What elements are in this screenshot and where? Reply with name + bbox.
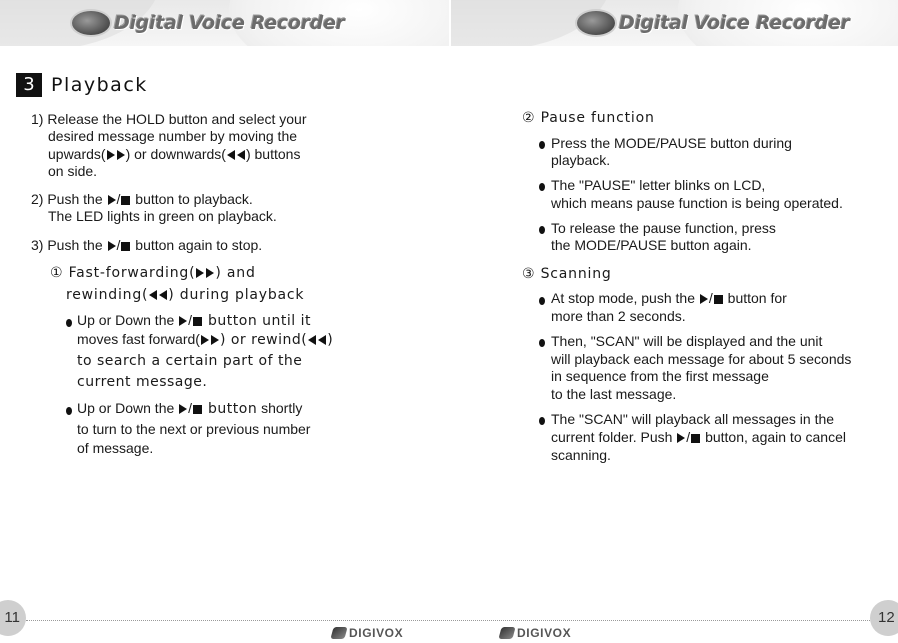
step2-line1: 2) Push the / button to playback. — [31, 191, 253, 207]
ff-b2-line3: of message. — [77, 440, 154, 456]
play-icon — [179, 316, 187, 326]
pause-b2-line1: The "PAUSE" letter blinks on LCD, — [551, 177, 766, 193]
play-icon — [179, 404, 187, 414]
scan-title: ③ Scanning — [522, 266, 612, 282]
rewind-icon — [308, 335, 316, 345]
step2-line2: The LED lights in green on playback. — [48, 208, 277, 224]
stop-icon — [193, 317, 202, 326]
stop-icon — [193, 405, 202, 414]
pause-title: ② Pause function — [522, 110, 655, 126]
brand-logo-left — [70, 8, 345, 38]
scan-b1-line1: At stop mode, push the / button for — [551, 290, 787, 306]
bullet-icon — [539, 183, 545, 191]
step1-line1: 1) Release the HOLD button and select your — [31, 111, 307, 127]
stop-icon — [714, 295, 723, 304]
ff-b1-line2: moves fast forward( ) or rewind( ) — [77, 331, 334, 348]
bullet-icon — [66, 319, 72, 327]
bullet-icon — [66, 407, 72, 415]
ff-b2-line1: Up or Down the / button shortly — [77, 400, 303, 417]
play-icon — [201, 335, 209, 345]
rewind-icon — [149, 290, 157, 300]
play-icon — [677, 433, 685, 443]
header-banner-right — [451, 0, 898, 46]
scan-b2-line2: will playback each message for about 5 seconds — [551, 351, 852, 367]
scan-b3-line1: The "SCAN" will playback all messages in the — [551, 411, 835, 427]
rewind-icon — [159, 290, 167, 300]
step3-line1: 3) Push the / button again to stop. — [31, 237, 263, 253]
rewind-icon — [227, 150, 235, 160]
play-icon — [108, 241, 116, 251]
ff-b2-line2: to turn to the next or previous number — [77, 421, 311, 437]
play-icon — [108, 195, 116, 205]
scan-b3-line2: current folder. Push / button, again to cancel — [551, 429, 846, 445]
pause-b1-line2: playback. — [551, 152, 611, 168]
scan-b2-line4: to the last message. — [551, 386, 677, 402]
scan-b2-line1: Then, "SCAN" will be displayed and the unit — [551, 333, 823, 349]
section-number-badge: 3 — [16, 73, 42, 97]
pause-b3-line2: the MODE/PAUSE button again. — [551, 237, 752, 253]
ff-b1-line4: current message. — [77, 374, 208, 390]
page-number-right: 12 — [870, 600, 898, 636]
footer-divider — [26, 620, 872, 621]
play-icon — [117, 150, 125, 160]
scan-b1-line2: more than 2 seconds. — [551, 308, 686, 324]
pause-b2-line2: which means pause function is being operated. — [551, 195, 843, 211]
recorder-emblem-icon — [70, 9, 112, 37]
play-icon — [206, 268, 214, 278]
play-icon — [196, 268, 204, 278]
rewind-icon — [237, 150, 245, 160]
digivox-logo-icon — [498, 627, 515, 639]
bullet-icon — [539, 339, 545, 347]
play-icon — [107, 150, 115, 160]
ff-title-line2: rewinding( ) during playback — [66, 287, 305, 303]
bullet-icon — [539, 417, 545, 425]
footer-logo-left: DIGIVOX — [332, 625, 403, 641]
step1-line3: upwards( ) or downwards( ) buttons — [48, 146, 301, 162]
header-banner-left — [0, 0, 449, 46]
footer-logo-right: DIGIVOX — [500, 625, 571, 641]
recorder-emblem-icon — [575, 9, 617, 37]
brand-title: Digital Voice Recorder — [619, 12, 850, 34]
step1-line4: on side. — [48, 163, 98, 179]
play-icon — [211, 335, 219, 345]
digivox-logo-icon — [330, 627, 347, 639]
page-number-left: 11 — [0, 600, 26, 636]
brand-title: Digital Voice Recorder — [114, 12, 345, 34]
stop-icon — [691, 434, 700, 443]
ff-title-line1: ① Fast-forwarding( ) and — [50, 265, 256, 281]
stop-icon — [121, 242, 130, 251]
bullet-icon — [539, 226, 545, 234]
stop-icon — [121, 196, 130, 205]
scan-b2-line3: in sequence from the first message — [551, 368, 769, 384]
section-title: Playback — [51, 74, 148, 96]
pause-b3-line1: To release the pause function, press — [551, 220, 776, 236]
ff-b1-line1: Up or Down the / button until it — [77, 312, 311, 329]
step1-line2: desired message number by moving the — [48, 128, 298, 144]
play-icon — [700, 294, 708, 304]
ff-b1-line3: to search a certain part of the — [77, 353, 303, 369]
brand-logo-right — [575, 8, 850, 38]
bullet-icon — [539, 141, 545, 149]
scan-b3-line3: scanning. — [551, 447, 611, 463]
bullet-icon — [539, 297, 545, 305]
pause-b1-line1: Press the MODE/PAUSE button during — [551, 135, 792, 151]
rewind-icon — [318, 335, 326, 345]
